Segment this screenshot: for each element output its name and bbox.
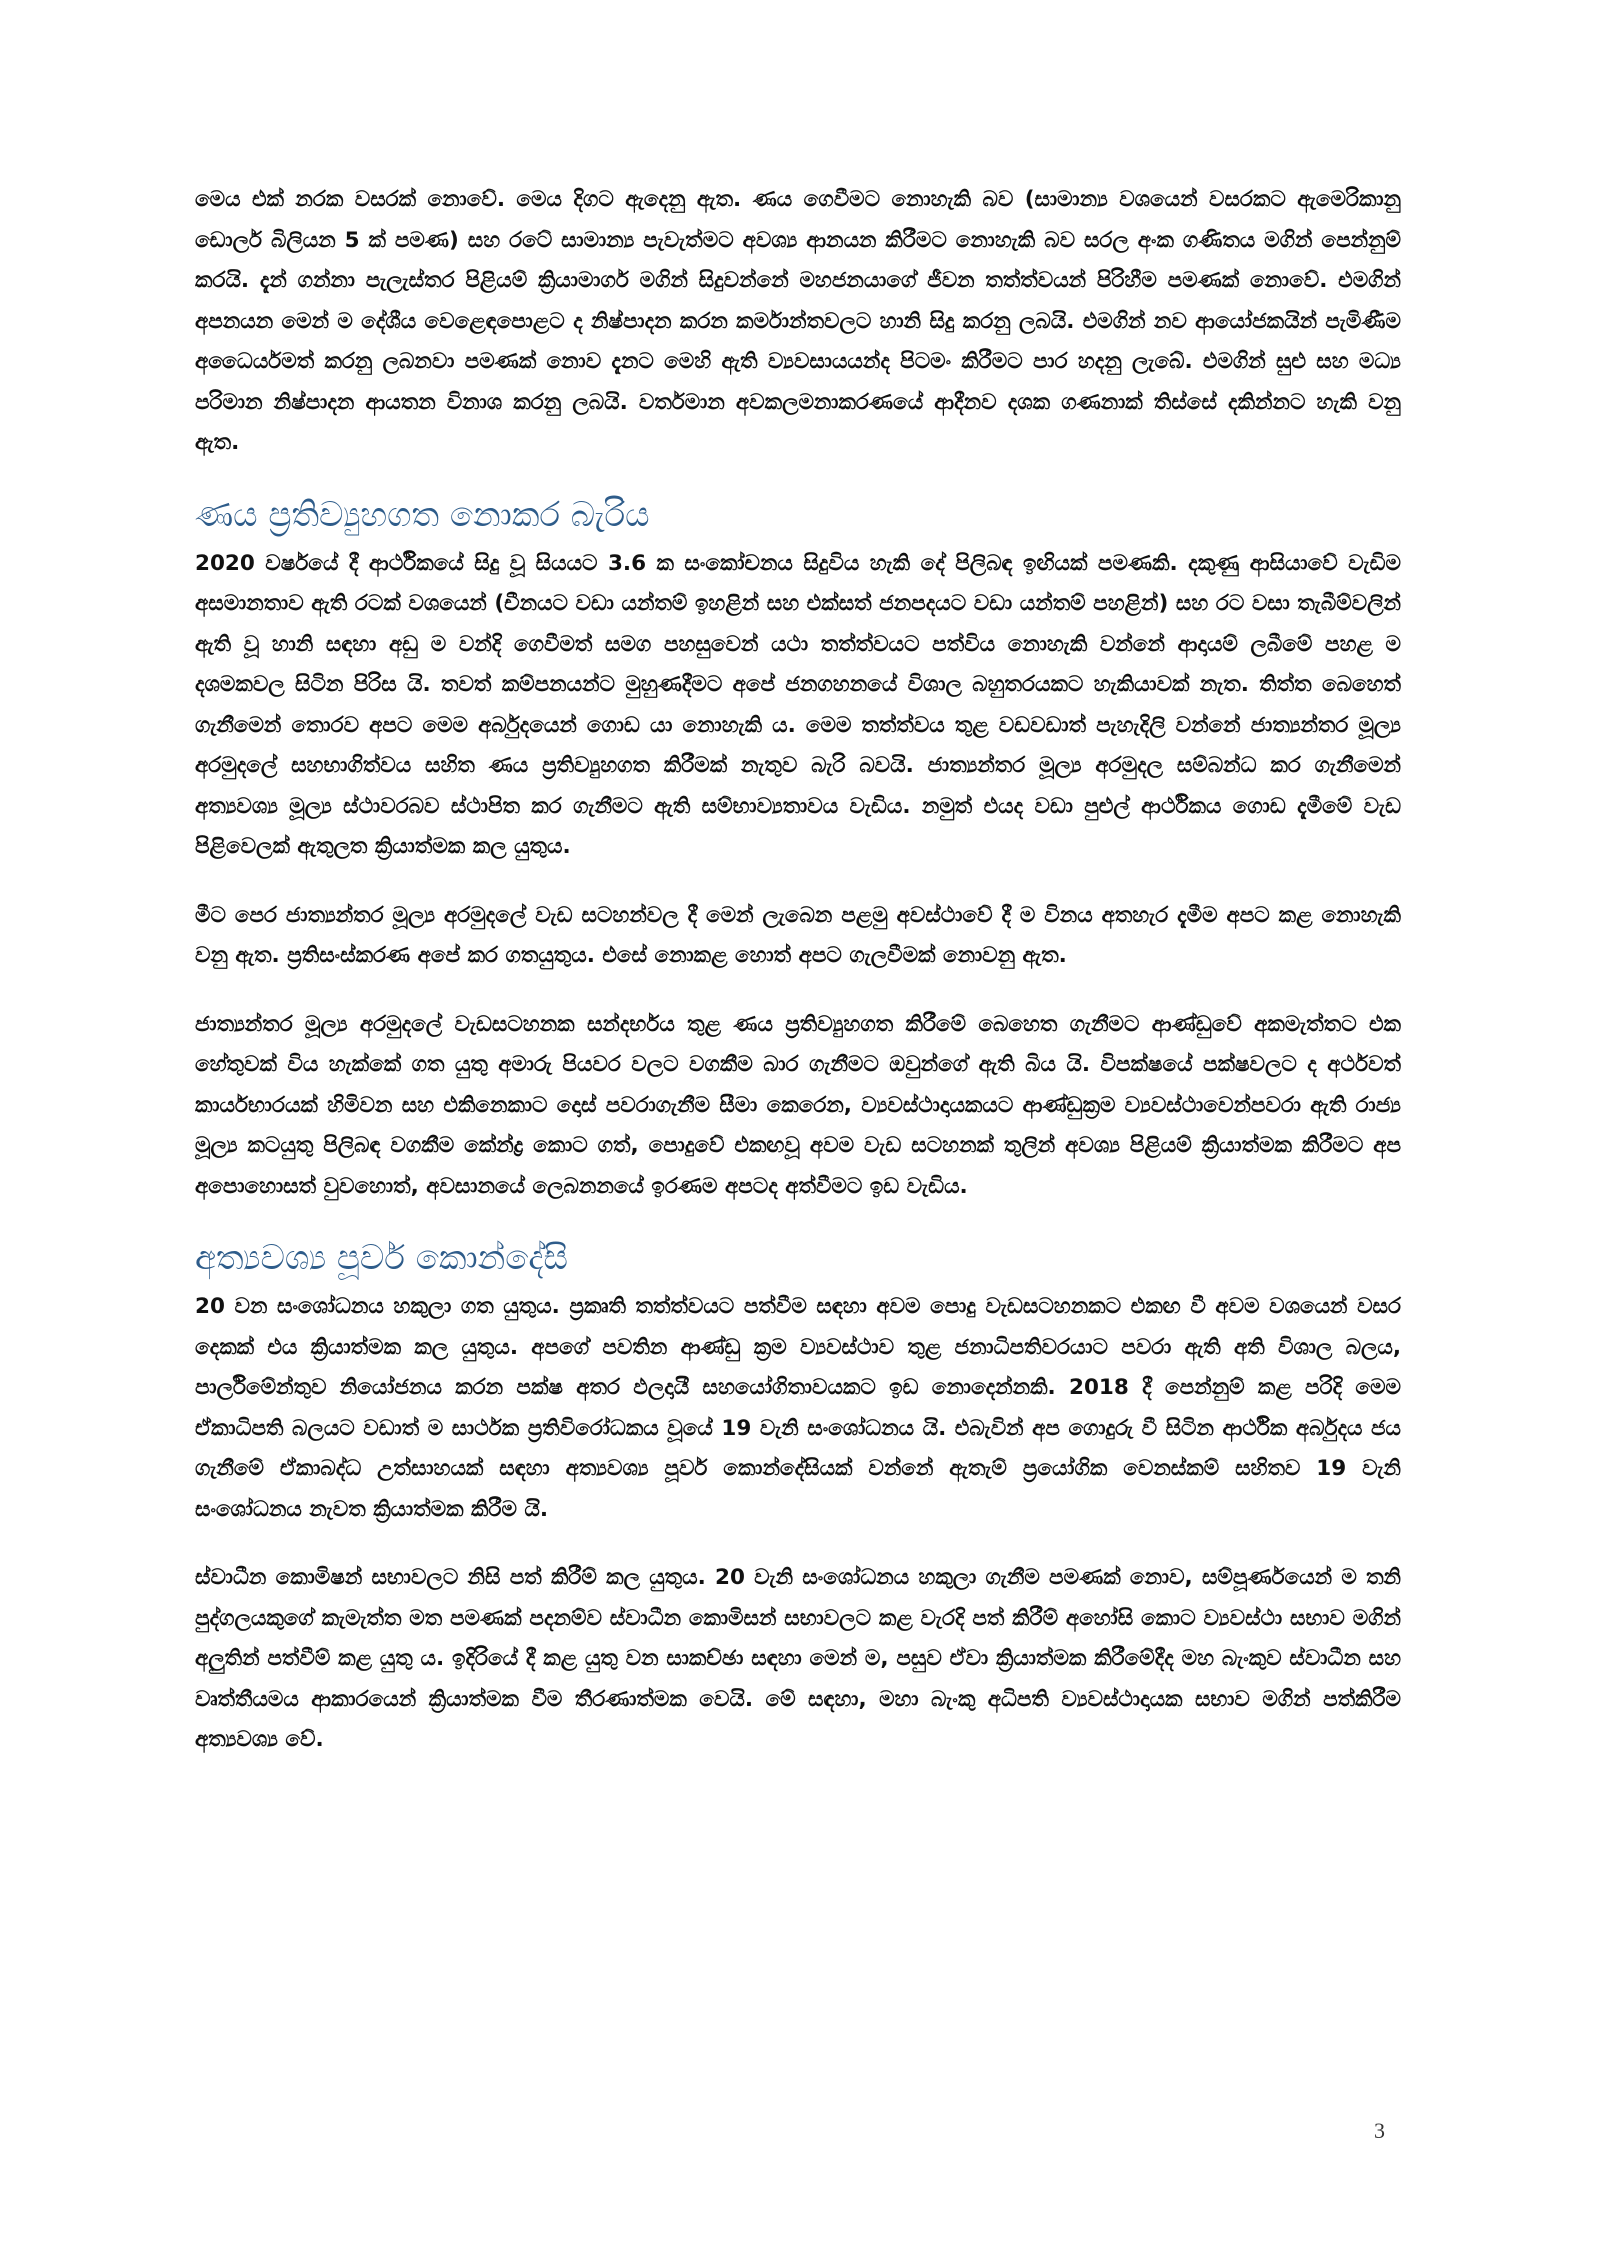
paragraph-precondition-2: ස්වාධීන කොමිෂන් සභාවලට නිසි පත් කිරීම් කල යුතුය. 20 වැනි සංශෝධනය හකුලා ගැනීම පමණක් නොව, සම්පූර්ණයෙන් ම තනි පුද්ගලයකුගේ කැමැත්ත මත පමණක් පදනම්ව ස්වාධීන කොමිසන් සභාවලට කළ වැරදි පත් කිරීම් අහෝසි කොට ව්‍යවස්ථා සභාව මගින් අලුතින් පත්වීම් කළ යුතු ය. ඉදිරියේ දී කළ යුතු වන සාකච්ඡා සඳහා මෙන් ම, පසුව ඒවා ක්‍රියාත්මක කිරීමේදීද මහ බැංකුව ස්වාධීන සහ වෘත්තීයමය ආකාරයෙන් ක්‍රියාත්මක වීම තීරණාත්මක වෙයි. මේ සඳහා, මහා බැංකු අධිපති ව්‍යවස්ථාදායක සභාව මගින් පත්කිරීම අත්‍යවශ්‍ය වේ. — [195, 1565, 1401, 1752]
paragraph-intro: මෙය එක් නරක වසරක් නොවේ. මෙය දිගට ඇදෙනු ඇත. ණය ගෙවීමට නොහැකි බව (සාමාන්‍ය වශයෙන් වසරකට ඇමෙරිකානු ඩොලර් බිලියන 5 ක් පමණ) සහ රටේ සාමාන්‍ය පැවැත්මට අවශ්‍ය ආනයන කිරීමට නොහැකි බව සරල අංක ගණිතය මගින් පෙන්නුම් කරයි. දැන් ගන්නා පැලැස්තර පිළියම් ක්‍රියාමාර්ග මගින් සිදුවන්නේ මහජනයාගේ ජීවන තත්ත්වයන් පිරිහීම පමණක් නොවේ. එමගින් අපනයන මෙන් ම දේශීය වෙළෙඳපොළට ද නිෂ්පාදන කරන කර්මාන්තවලට හානි සිදු කරනු ලබයි. එමගින් නව ආයෝජකයින් පැමිණීම අධෛර්යමත් කරනු ලබනවා පමණක් නොව දැනට මෙහි ඇති ව්‍යවසායයන්ද පිටමං කිරීමට පාර හදනු ලැබේ. එමගින් සුළු සහ මධ්‍ය පරිමාන නිෂ්පාදන ආයතන විනාශ කරනු ලබයි. වර්තමාන අවකලමනාකරණයේ ආදීනව දශක ගණනාක් තිස්සේ දකින්නට හැකි වනු ඇත. — [195, 187, 1401, 455]
paragraph-debt-2: මීට පෙර ජාත්‍යන්තර මූල්‍ය අරමුදලේ වැඩ සටහන්වල දී මෙන් ලැබෙන පළමු අවස්ථාවේ දී ම විනය අතහැර දැමීම අපට කළ නොහැකි වනු ඇත. ප්‍රතිසංස්කරණ අපේ කර ගතයුතුය. එසේ නොකළ හොත් අපට ගැලවීමක් නොවනු ඇත. — [195, 902, 1401, 968]
document-page — [195, 180, 1401, 1789]
paragraph-precondition-1: 20 වන සංශෝධනය හකුලා ගත යුතුය. ප්‍රකෘති තත්ත්වයට පත්වීම සඳහා අවම පොදු වැඩසටහනකට එකඟ වී අවම වශයෙන් වසර දෙකක් එය ක්‍රියාත්මක කල යුතුය. අපගේ පවතින ආණ්ඩු ක්‍රම ව්‍යවස්ථාව තුළ ජනාධිපතිවරයාට පවරා ඇති අති විශාල බලය, පාර්ලිමේන්තුව නියෝජනය කරන පක්ෂ අතර ඵලදායී සහයෝගිතාවයකට ඉඩ නොදෙන්නකි. 2018 දී පෙන්නුම් කළ පරිදි මෙම ඒකාධිපති බලයට වඩාත් ම සාර්ථක ප්‍රතිවිරෝධකය වූයේ 19 වැනි සංශෝධනය යි. එබැවින් අප ගොදුරු වී සිටින ආර්ථික අර්බුදය ජය ගැනීමේ ඒකාබද්ධ උත්සාහයක් සඳහා අත්‍යවශ්‍ය පූර්ව කොන්දේසියක් වන්නේ ඇතැම් ප්‍රයෝගික වෙනස්කම් සහිතව 19 වැනි සංශෝධනය නැවත ක්‍රියාත්මක කිරීම යි. — [195, 1294, 1401, 1522]
heading-preconditions: අත්‍යවශ්‍ය පූර්ව කොන්දේසි — [195, 1238, 568, 1278]
paragraph-debt-3: ජාත්‍යන්තර මූල්‍ය අරමුදලේ වැඩසටහනක සන්දර්භය තුළ ණය ප්‍රතිව්‍යුහගත කිරීමේ බෙහෙත ගැනීමට ආණ්ඩුවේ අකමැත්තට එක හේතුවක් විය හැක්කේ ගත යුතු අමාරු පියවර වලට වගකීම බාර ගැනීමට ඔවුන්ගේ ඇති බිය යි. විපක්ෂයේ පක්ෂවලට ද අර්ථවත් කාර්යභාරයක් හිමිවන සහ එකිනෙකාට දොස් පවරාගැනීම සීමා කෙරෙන, ව්‍යවස්ථාදායකයට ආණ්ඩුක්‍රම ව්‍යවස්ථාවෙන්පවරා ඇති රාජ්‍ය මූල්‍ය කටයුතු පිලිබඳ වගකීම කේන්ද්‍ර කොට ගත්, පොදුවේ එකඟවූ අවම වැඩ සටහනක් තුලින් අවශ්‍ය පිළියම් ක්‍රියාත්මක කිරීමට අප අපොහොසත් වුවහොත්, අවසානයේ ලෙබනනයේ ඉරණම අපටද අත්වීමට ඉඩ වැඩිය. — [195, 1011, 1401, 1199]
paragraph-debt-1: 2020 වර්ෂයේ දී ආර්ථිකයේ සිදු වූ සියයට 3.6 ක සංකෝචනය සිදුවිය හැකි දේ පිලිබඳ ඉඟියක් පමණකි. දකුණු ආසියාවේ වැඩිම අසමානතාව ඇති රටක් වශයෙන් (චීනයට වඩා යන්තම් ඉහළින් සහ එක්සත් ජනපදයට වඩා යන්තම් පහළින්) සහ රට වසා තැබීම්වලින් ඇති වූ හානි සඳහා අඩු ම වන්දි ගෙවීමත් සමග පහසුවෙන් යථා තත්ත්වයට පත්විය නොහැකි වන්නේ ආදායම් ලබීමේ පහළ ම දශමකවල සිටින පිරිස යි. තවත් කම්පනයන්ට මුහුණදීමට අපේ ජනගහනයේ විශාල බහුතරයකට හැකියාවක් නැත. තිත්ත බෙහෙත් ගැනීමෙන් තොරව අපට මෙම අර්බුදයෙන් ගොඩ යා නොහැකි ය. මෙම තත්ත්වය තුළ වඩවඩාත් පැහැදිලි වන්නේ ජාත්‍යන්තර මූල්‍ය අරමුදලේ සහභාගිත්වය සහිත ණය ප්‍රතිව්‍යුහගත කිරීමක් නැතුව බැරි බවයි. ජාත්‍යන්තර මූල්‍ය අරමුදල සම්බන්ධ කර ගැනීමෙන් අත්‍යවශ්‍ය මූල්‍ය ස්ථාවරබව ස්ථාපිත කර ගැනීමට ඇති සම්භාව්‍යතාවය වැඩිය. නමුත් එයද වඩා පුළුල් ආර්ථිකය ගොඩ දැමීමේ වැඩ පිළිවෙලක් ඇතුලත ක්‍රියාත්මක කල යුතුය. — [195, 550, 1401, 859]
heading-debt-restructuring: ණය ප්‍රතිව්‍යුහගත නොකර බැරිය — [195, 494, 650, 535]
page-number: 3 — [1374, 2118, 1385, 2143]
